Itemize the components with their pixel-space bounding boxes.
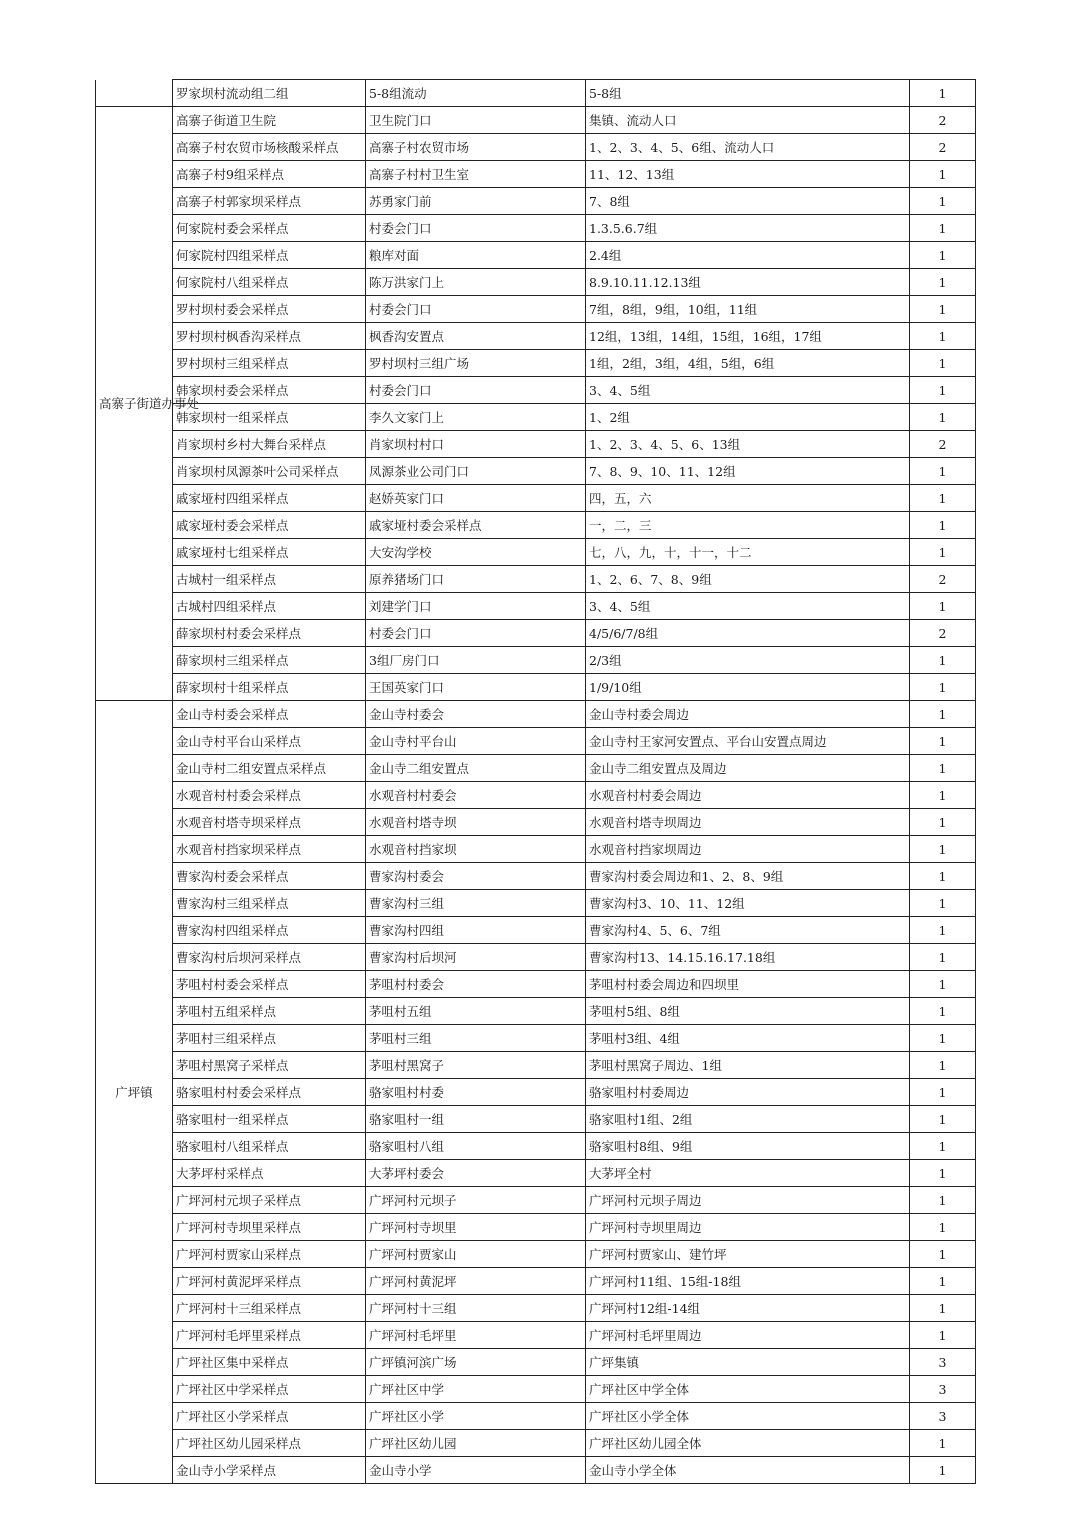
location-cell: 凤源茶业公司门口 [366, 458, 586, 485]
table-row [96, 1106, 976, 1133]
count-cell: 1 [910, 161, 976, 188]
count-cell: 1 [910, 998, 976, 1025]
table-row [96, 728, 976, 755]
point-name-cell: 茅咀村黑窝子采样点 [173, 1052, 366, 1079]
count-cell: 1 [910, 215, 976, 242]
coverage-cell: 金山寺小学全体 [586, 1457, 910, 1484]
point-name-cell: 高寨子村农贸市场核酸采样点 [173, 134, 366, 161]
table-row [96, 782, 976, 809]
count-cell: 1 [910, 1295, 976, 1322]
location-cell: 村委会门口 [366, 377, 586, 404]
table-row [96, 242, 976, 269]
coverage-cell: 一，二，三 [586, 512, 910, 539]
coverage-cell: 1、2、3、4、5、6组、流动人口 [586, 134, 910, 161]
coverage-cell: 骆家咀村村委周边 [586, 1079, 910, 1106]
location-cell: 刘建学门口 [366, 593, 586, 620]
point-name-cell: 何家院村八组采样点 [173, 269, 366, 296]
table-row [96, 1133, 976, 1160]
coverage-cell: 水观音村塔寺坝周边 [586, 809, 910, 836]
location-cell: 曹家沟村三组 [366, 890, 586, 917]
count-cell: 1 [910, 1241, 976, 1268]
point-name-cell: 肖家坝村乡村大舞台采样点 [173, 431, 366, 458]
location-cell: 曹家沟村四组 [366, 917, 586, 944]
table-row [96, 323, 976, 350]
table-row [96, 458, 976, 485]
point-name-cell: 水观音村塔寺坝采样点 [173, 809, 366, 836]
table-row [96, 1214, 976, 1241]
location-cell: 广坪社区幼儿园 [366, 1430, 586, 1457]
table-row [96, 350, 976, 377]
table-row [96, 1241, 976, 1268]
location-cell: 粮库对面 [366, 242, 586, 269]
count-cell: 2 [910, 107, 976, 134]
table-row [96, 80, 976, 107]
table-row [96, 863, 976, 890]
location-cell: 曹家沟村委会 [366, 863, 586, 890]
count-cell: 1 [910, 1214, 976, 1241]
location-cell: 茅咀村五组 [366, 998, 586, 1025]
coverage-cell: 广坪集镇 [586, 1349, 910, 1376]
point-name-cell: 罗村坝村枫香沟采样点 [173, 323, 366, 350]
coverage-cell: 广坪河村贾家山、建竹坪 [586, 1241, 910, 1268]
region-cell: 高寨子街道办事处 [96, 107, 173, 701]
point-name-cell: 广坪社区小学采样点 [173, 1403, 366, 1430]
count-cell: 1 [910, 917, 976, 944]
count-cell: 2 [910, 566, 976, 593]
coverage-cell: 广坪河村寺坝里周边 [586, 1214, 910, 1241]
location-cell: 水观音村挡家坝 [366, 836, 586, 863]
point-name-cell: 高寨子村9组采样点 [173, 161, 366, 188]
coverage-cell: 金山寺村委会周边 [586, 701, 910, 728]
location-cell: 枫香沟安置点 [366, 323, 586, 350]
point-name-cell: 广坪河村黄泥坪采样点 [173, 1268, 366, 1295]
count-cell: 1 [910, 1160, 976, 1187]
count-cell: 1 [910, 485, 976, 512]
point-name-cell: 薛家坝村村委会采样点 [173, 620, 366, 647]
coverage-cell: 广坪河村11组、15组-18组 [586, 1268, 910, 1295]
count-cell: 1 [910, 944, 976, 971]
location-cell: 李久文家门上 [366, 404, 586, 431]
location-cell: 广坪河村贾家山 [366, 1241, 586, 1268]
coverage-cell: 1、2组 [586, 404, 910, 431]
point-name-cell: 戚家垭村七组采样点 [173, 539, 366, 566]
location-cell: 茅咀村黑窝子 [366, 1052, 586, 1079]
point-name-cell: 何家院村四组采样点 [173, 242, 366, 269]
coverage-cell: 金山寺村王家河安置点、平台山安置点周边 [586, 728, 910, 755]
table-row [96, 1160, 976, 1187]
location-cell: 村委会门口 [366, 296, 586, 323]
count-cell: 1 [910, 377, 976, 404]
point-name-cell: 金山寺村委会采样点 [173, 701, 366, 728]
count-cell: 1 [910, 1079, 976, 1106]
coverage-cell: 骆家咀村1组、2组 [586, 1106, 910, 1133]
count-cell: 1 [910, 1133, 976, 1160]
table-row [96, 1349, 976, 1376]
point-name-cell: 茅咀村村委会采样点 [173, 971, 366, 998]
count-cell: 1 [910, 404, 976, 431]
location-cell: 广坪河村寺坝里 [366, 1214, 586, 1241]
table-row [96, 1052, 976, 1079]
table-row [96, 971, 976, 998]
point-name-cell: 广坪社区集中采样点 [173, 1349, 366, 1376]
point-name-cell: 古城村四组采样点 [173, 593, 366, 620]
count-cell: 1 [910, 458, 976, 485]
coverage-cell: 广坪河村毛坪里周边 [586, 1322, 910, 1349]
table-row [96, 107, 976, 134]
point-name-cell: 高寨子街道卫生院 [173, 107, 366, 134]
coverage-cell: 金山寺二组安置点及周边 [586, 755, 910, 782]
table-row [96, 215, 976, 242]
point-name-cell: 广坪社区幼儿园采样点 [173, 1430, 366, 1457]
count-cell: 1 [910, 890, 976, 917]
table-row [96, 917, 976, 944]
count-cell: 1 [910, 701, 976, 728]
coverage-cell: 茅咀村黑窝子周边、1组 [586, 1052, 910, 1079]
coverage-cell: 2.4组 [586, 242, 910, 269]
location-cell: 高寨子村农贸市场 [366, 134, 586, 161]
count-cell: 1 [910, 674, 976, 701]
table-row [96, 701, 976, 728]
coverage-cell: 7组，8组，9组，10组，11组 [586, 296, 910, 323]
point-name-cell: 何家院村委会采样点 [173, 215, 366, 242]
coverage-cell: 大茅坪全村 [586, 1160, 910, 1187]
table-row [96, 269, 976, 296]
table-row [96, 809, 976, 836]
count-cell: 1 [910, 1025, 976, 1052]
region-cell: 广坪镇 [96, 701, 173, 1484]
table-row [96, 1025, 976, 1052]
point-name-cell: 骆家咀村村委会采样点 [173, 1079, 366, 1106]
location-cell: 罗村坝村三组广场 [366, 350, 586, 377]
location-cell: 曹家沟村后坝河 [366, 944, 586, 971]
count-cell: 1 [910, 809, 976, 836]
location-cell: 广坪河村黄泥坪 [366, 1268, 586, 1295]
table-row [96, 836, 976, 863]
location-cell: 村委会门口 [366, 620, 586, 647]
table-row [96, 1403, 976, 1430]
coverage-cell: 1/9/10组 [586, 674, 910, 701]
coverage-cell: 1、2、6、7、8、9组 [586, 566, 910, 593]
location-cell: 骆家咀村八组 [366, 1133, 586, 1160]
table-row [96, 1430, 976, 1457]
coverage-cell: 广坪社区小学全体 [586, 1403, 910, 1430]
point-name-cell: 骆家咀村一组采样点 [173, 1106, 366, 1133]
location-cell: 广坪河村元坝子 [366, 1187, 586, 1214]
table-row [96, 431, 976, 458]
table-row [96, 1295, 976, 1322]
location-cell: 水观音村塔寺坝 [366, 809, 586, 836]
count-cell: 1 [910, 1187, 976, 1214]
count-cell: 1 [910, 971, 976, 998]
table-row [96, 539, 976, 566]
count-cell: 1 [910, 1106, 976, 1133]
count-cell: 1 [910, 539, 976, 566]
count-cell: 1 [910, 350, 976, 377]
count-cell: 1 [910, 593, 976, 620]
table-row [96, 593, 976, 620]
location-cell: 苏勇家门前 [366, 188, 586, 215]
point-name-cell: 骆家咀村八组采样点 [173, 1133, 366, 1160]
coverage-cell: 广坪河村12组-14组 [586, 1295, 910, 1322]
point-name-cell: 曹家沟村后坝河采样点 [173, 944, 366, 971]
coverage-cell: 四，五，六 [586, 485, 910, 512]
table-row [96, 296, 976, 323]
location-cell: 赵娇英家门口 [366, 485, 586, 512]
location-cell: 村委会门口 [366, 215, 586, 242]
coverage-cell: 8.9.10.11.12.13组 [586, 269, 910, 296]
coverage-cell: 集镇、流动人口 [586, 107, 910, 134]
location-cell: 原养猪场门口 [366, 566, 586, 593]
count-cell: 2 [910, 431, 976, 458]
point-name-cell: 薛家坝村三组采样点 [173, 647, 366, 674]
point-name-cell: 水观音村挡家坝采样点 [173, 836, 366, 863]
point-name-cell: 广坪河村元坝子采样点 [173, 1187, 366, 1214]
point-name-cell: 茅咀村三组采样点 [173, 1025, 366, 1052]
location-cell: 金山寺村平台山 [366, 728, 586, 755]
count-cell: 2 [910, 620, 976, 647]
coverage-cell: 3、4、5组 [586, 377, 910, 404]
table-body [96, 80, 976, 1484]
region-cell [96, 80, 173, 107]
location-cell: 戚家垭村委会采样点 [366, 512, 586, 539]
point-name-cell: 戚家垭村委会采样点 [173, 512, 366, 539]
coverage-cell: 茅咀村村委会周边和四坝里 [586, 971, 910, 998]
count-cell: 1 [910, 323, 976, 350]
point-name-cell: 韩家坝村委会采样点 [173, 377, 366, 404]
point-name-cell: 高寨子村郭家坝采样点 [173, 188, 366, 215]
point-name-cell: 广坪社区中学采样点 [173, 1376, 366, 1403]
location-cell: 茅咀村村委会 [366, 971, 586, 998]
location-cell: 大安沟学校 [366, 539, 586, 566]
table-row [96, 755, 976, 782]
location-cell: 骆家咀村村委 [366, 1079, 586, 1106]
coverage-cell: 1.3.5.6.7组 [586, 215, 910, 242]
location-cell: 广坪社区中学 [366, 1376, 586, 1403]
table-row [96, 1268, 976, 1295]
coverage-cell: 广坪社区中学全体 [586, 1376, 910, 1403]
point-name-cell: 戚家垭村四组采样点 [173, 485, 366, 512]
sampling-points-table [95, 79, 976, 1484]
table-row [96, 512, 976, 539]
location-cell: 肖家坝村村口 [366, 431, 586, 458]
coverage-cell: 茅咀村3组、4组 [586, 1025, 910, 1052]
coverage-cell: 茅咀村5组、8组 [586, 998, 910, 1025]
count-cell: 1 [910, 1322, 976, 1349]
coverage-cell: 7、8组 [586, 188, 910, 215]
location-cell: 茅咀村三组 [366, 1025, 586, 1052]
count-cell: 1 [910, 863, 976, 890]
coverage-cell: 3、4、5组 [586, 593, 910, 620]
coverage-cell: 7、8、9、10、11、12组 [586, 458, 910, 485]
count-cell: 1 [910, 269, 976, 296]
count-cell: 3 [910, 1376, 976, 1403]
location-cell: 广坪河村十三组 [366, 1295, 586, 1322]
point-name-cell: 曹家沟村委会采样点 [173, 863, 366, 890]
location-cell: 陈万洪家门上 [366, 269, 586, 296]
point-name-cell: 薛家坝村十组采样点 [173, 674, 366, 701]
coverage-cell: 2/3组 [586, 647, 910, 674]
count-cell: 1 [910, 80, 976, 107]
coverage-cell: 11、12、13组 [586, 161, 910, 188]
location-cell: 卫生院门口 [366, 107, 586, 134]
table-row [96, 944, 976, 971]
location-cell: 大茅坪村委会 [366, 1160, 586, 1187]
count-cell: 1 [910, 836, 976, 863]
point-name-cell: 金山寺小学采样点 [173, 1457, 366, 1484]
count-cell: 2 [910, 134, 976, 161]
count-cell: 1 [910, 296, 976, 323]
location-cell: 金山寺村委会 [366, 701, 586, 728]
coverage-cell: 广坪河村元坝子周边 [586, 1187, 910, 1214]
coverage-cell: 5-8组 [586, 80, 910, 107]
point-name-cell: 广坪河村寺坝里采样点 [173, 1214, 366, 1241]
point-name-cell: 古城村一组采样点 [173, 566, 366, 593]
location-cell: 骆家咀村一组 [366, 1106, 586, 1133]
coverage-cell: 4/5/6/7/8组 [586, 620, 910, 647]
point-name-cell: 广坪河村毛坪里采样点 [173, 1322, 366, 1349]
location-cell: 广坪社区小学 [366, 1403, 586, 1430]
count-cell: 1 [910, 647, 976, 674]
count-cell: 1 [910, 1457, 976, 1484]
location-cell: 王国英家门口 [366, 674, 586, 701]
location-cell: 金山寺二组安置点 [366, 755, 586, 782]
table-row [96, 566, 976, 593]
coverage-cell: 1组，2组，3组，4组，5组，6组 [586, 350, 910, 377]
coverage-cell: 骆家咀村8组、9组 [586, 1133, 910, 1160]
point-name-cell: 曹家沟村四组采样点 [173, 917, 366, 944]
table-row [96, 377, 976, 404]
count-cell: 1 [910, 1052, 976, 1079]
point-name-cell: 金山寺村平台山采样点 [173, 728, 366, 755]
table-row [96, 134, 976, 161]
count-cell: 1 [910, 1430, 976, 1457]
count-cell: 3 [910, 1349, 976, 1376]
point-name-cell: 水观音村村委会采样点 [173, 782, 366, 809]
location-cell: 5-8组流动 [366, 80, 586, 107]
count-cell: 1 [910, 242, 976, 269]
table-row [96, 188, 976, 215]
table-row [96, 161, 976, 188]
table-row [96, 1322, 976, 1349]
coverage-cell: 曹家沟村13、14.15.16.17.18组 [586, 944, 910, 971]
location-cell: 3组厂房门口 [366, 647, 586, 674]
point-name-cell: 大茅坪村采样点 [173, 1160, 366, 1187]
location-cell: 水观音村村委会 [366, 782, 586, 809]
point-name-cell: 广坪河村贾家山采样点 [173, 1241, 366, 1268]
table-row [96, 485, 976, 512]
point-name-cell: 广坪河村十三组采样点 [173, 1295, 366, 1322]
coverage-cell: 广坪社区幼儿园全体 [586, 1430, 910, 1457]
location-cell: 金山寺小学 [366, 1457, 586, 1484]
point-name-cell: 肖家坝村凤源茶叶公司采样点 [173, 458, 366, 485]
coverage-cell: 曹家沟村4、5、6、7组 [586, 917, 910, 944]
point-name-cell: 罗村坝村委会采样点 [173, 296, 366, 323]
count-cell: 1 [910, 188, 976, 215]
table-row [96, 404, 976, 431]
point-name-cell: 茅咀村五组采样点 [173, 998, 366, 1025]
count-cell: 1 [910, 1268, 976, 1295]
point-name-cell: 曹家沟村三组采样点 [173, 890, 366, 917]
coverage-cell: 水观音村村委会周边 [586, 782, 910, 809]
count-cell: 1 [910, 728, 976, 755]
table-row [96, 620, 976, 647]
table-row [96, 890, 976, 917]
coverage-cell: 七，八，九，十，十一，十二 [586, 539, 910, 566]
coverage-cell: 1、2、3、4、5、6、13组 [586, 431, 910, 458]
table-row [96, 1079, 976, 1106]
count-cell: 1 [910, 782, 976, 809]
location-cell: 广坪镇河滨广场 [366, 1349, 586, 1376]
coverage-cell: 曹家沟村3、10、11、12组 [586, 890, 910, 917]
point-name-cell: 罗家坝村流动组二组 [173, 80, 366, 107]
table-row [96, 998, 976, 1025]
count-cell: 1 [910, 755, 976, 782]
location-cell: 高寨子村村卫生室 [366, 161, 586, 188]
table-row [96, 674, 976, 701]
table-row [96, 647, 976, 674]
count-cell: 3 [910, 1403, 976, 1430]
count-cell: 1 [910, 512, 976, 539]
coverage-cell: 12组，13组，14组，15组，16组，17组 [586, 323, 910, 350]
coverage-cell: 水观音村挡家坝周边 [586, 836, 910, 863]
coverage-cell: 曹家沟村委会周边和1、2、8、9组 [586, 863, 910, 890]
point-name-cell: 金山寺村二组安置点采样点 [173, 755, 366, 782]
table-row [96, 1187, 976, 1214]
location-cell: 广坪河村毛坪里 [366, 1322, 586, 1349]
table-row [96, 1457, 976, 1484]
point-name-cell: 韩家坝村一组采样点 [173, 404, 366, 431]
point-name-cell: 罗村坝村三组采样点 [173, 350, 366, 377]
table-row [96, 1376, 976, 1403]
